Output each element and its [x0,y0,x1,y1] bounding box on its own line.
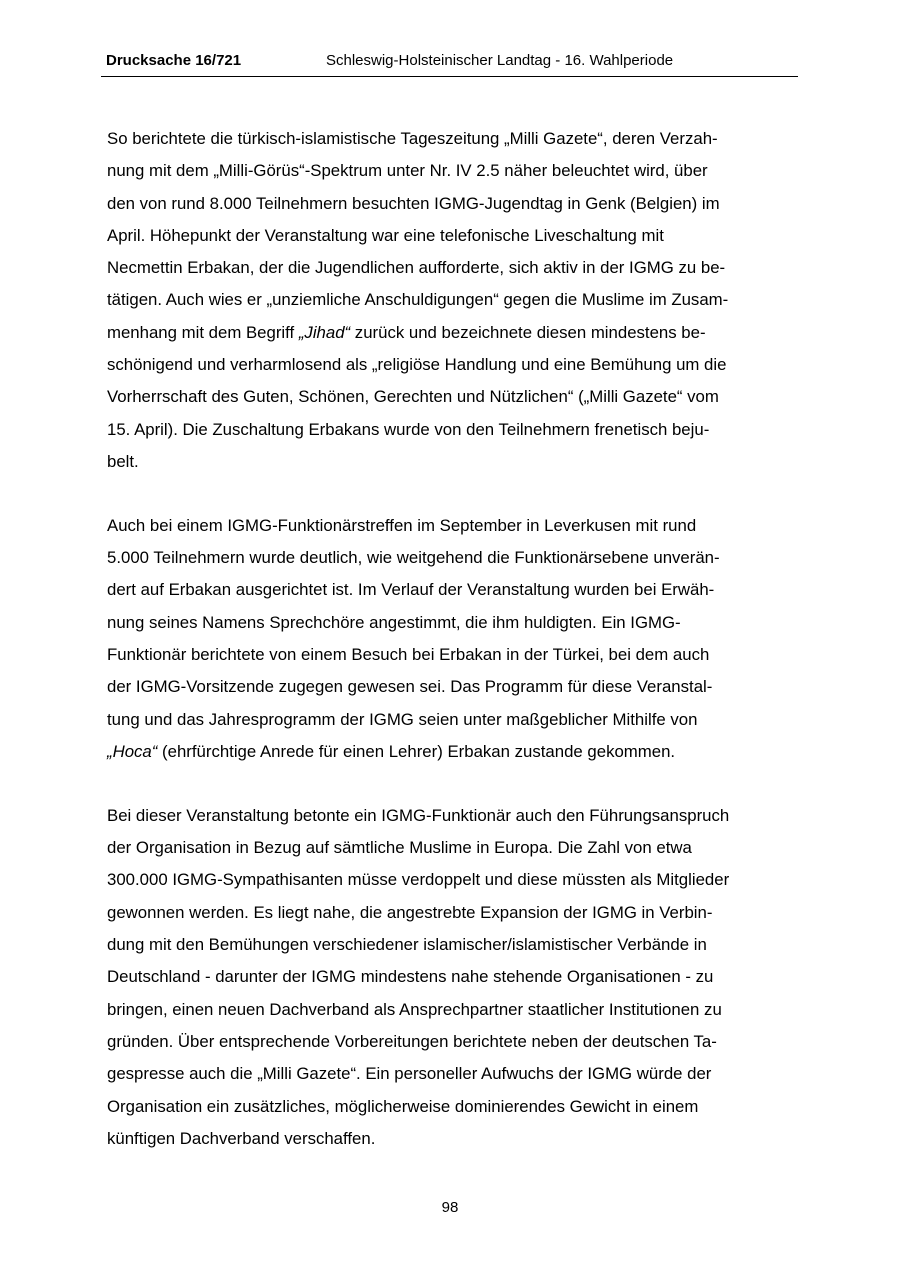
text-run: Deutschland - darunter der IGMG mindestens nahe stehende Organisationen - zu [107,967,714,987]
paragraph [107,510,797,768]
document-title: Schleswig-Holsteinischer Landtag - 16. Wahlperiode [326,52,674,69]
text-run: schönigend und verharmlosend als „religiöse Handlung und eine Bemühung um die [107,355,727,375]
page-header [101,52,798,77]
text-run: künftigen Dachverband verschaffen. [107,1128,376,1148]
page-number: 98 [441,1199,459,1216]
text-run: So berichtete die türkisch-islamistische Tageszeitung „Milli Gazete“, deren Verzah- [107,129,718,148]
text-run: gründen. Über entsprechende Vorbereitungen berichtete neben der deutschen Ta- [107,1031,717,1051]
text-line [107,1026,797,1058]
text-run: Bei dieser Veranstaltung betonte ein IGMG-Funktionär auch den Führungsanspruch [107,805,730,825]
text-line [107,542,797,574]
paragraph [107,123,797,478]
text-run: zurück und bezeichnete diesen mindestens be- [350,322,706,342]
text-line [107,864,797,896]
text-line [107,381,797,413]
text-run: tung und das Jahresprogramm der IGMG seien unter maßgeblicher Mithilfe von [107,709,698,729]
text-line [107,639,797,671]
text-run: Necmettin Erbakan, der die Jugendlichen aufforderte, sich aktiv in der IGMG zu be- [107,258,726,278]
body-text [107,123,797,1155]
text-line [107,897,797,929]
text-line [107,961,797,993]
text-run: April. Höhepunkt der Veranstaltung war eine telefonische Liveschaltung mit [107,225,664,245]
text-line [107,704,797,736]
text-run: menhang mit dem Begriff [107,322,299,342]
text-line [107,994,797,1026]
text-line [107,155,797,187]
text-run: dert auf Erbakan ausgerichtet ist. Im Verlauf der Veranstaltung wurden bei Erwäh- [107,580,715,600]
text-run: 5.000 Teilnehmern wurde deutlich, wie weitgehend die Funktionärsebene unverän- [107,548,720,568]
text-line [107,188,797,220]
text-run: tätigen. Auch wies er „unziemliche Anschuldigungen“ gegen die Muslime im Zusam- [107,290,729,310]
text-run: Auch bei einem IGMG-Funktionärstreffen im September in Leverkusen mit rund [107,515,697,535]
text-run: der IGMG-Vorsitzende zugegen gewesen sei. Das Programm für diese Veranstal- [107,677,713,697]
text-run: den von rund 8.000 Teilnehmern besuchten IGMG-Jugendtag in Genk (Belgien) im [107,193,720,213]
text-run: bringen, einen neuen Dachverband als Ansprechpartner staatlicher Institutionen zu [107,999,722,1019]
text-run: Funktionär berichtete von einem Besuch bei Erbakan in der Türkei, bei dem auch [107,645,710,665]
text-run: der Organisation in Bezug auf sämtliche Muslime in Europa. Die Zahl von etwa [107,838,692,858]
text-line [107,929,797,961]
text-line [107,349,797,381]
text-line [107,736,797,768]
text-line [107,832,797,864]
text-run: dung mit den Bemühungen verschiedener islamischer/islamistischer Verbände in [107,935,707,955]
italic-term: „Jihad“ [298,322,351,342]
text-line [107,446,797,478]
text-run: nung mit dem „Milli-Görüs“-Spektrum unter Nr. IV 2.5 näher beleuchtet wird, über [107,161,708,181]
text-line [107,607,797,639]
text-run: gespresse auch die „Milli Gazete“. Ein personeller Aufwuchs der IGMG würde der [107,1064,712,1084]
text-line [107,1058,797,1090]
text-line [107,800,797,832]
text-line [107,510,797,542]
text-run: belt. [107,451,139,471]
text-run: 300.000 IGMG-Sympathisanten müsse verdoppelt und diese müssten als Mitglieder [107,870,730,890]
text-line [107,574,797,606]
paragraph [107,800,797,1155]
text-line [107,220,797,252]
text-line [107,317,797,349]
text-run: Organisation ein zusätzliches, möglicherweise dominierendes Gewicht in einem [107,1096,699,1116]
text-line [107,252,797,284]
italic-term: „Hoca“ [107,741,158,761]
text-run: nung seines Namens Sprechchöre angestimmt, die ihm huldigten. Ein IGMG- [107,612,681,632]
text-run: Vorherrschaft des Guten, Schönen, Gerechten und Nützlichen“ („Milli Gazete“ vom [107,387,719,407]
text-line [107,671,797,703]
text-run: 15. April). Die Zuschaltung Erbakans wurde von den Teilnehmern frenetisch beju- [107,419,710,439]
text-line [107,414,797,446]
text-run: (ehrfürchtige Anrede für einen Lehrer) Erbakan zustande gekommen. [157,741,676,761]
text-line [107,123,797,155]
text-line [107,1091,797,1123]
text-run: gewonnen werden. Es liegt nahe, die angestrebte Expansion der IGMG in Verbin- [107,902,713,922]
document-number: Drucksache 16/721 [106,52,242,69]
text-line [107,1123,797,1155]
text-line [107,284,797,316]
